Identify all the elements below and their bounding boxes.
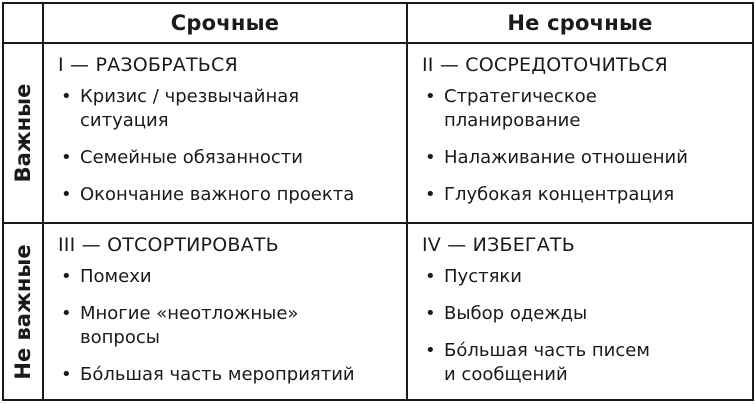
list-item: • Стратегическое планирование: [422, 85, 742, 133]
list-item: • Многие «неотложные» вопросы: [58, 302, 396, 350]
quadrant-4: [407, 223, 753, 400]
list-item: • Бóльшая часть мероприятий: [58, 363, 396, 387]
quadrant-list: [422, 265, 742, 387]
matrix-table: [2, 2, 754, 401]
column-header-urgent: Срочные: [43, 3, 407, 43]
quadrant-3: [43, 223, 407, 400]
quadrant-title: III — ОТСОРТИРОВАТЬ: [58, 234, 279, 256]
row-header-not-important-cell: [3, 223, 43, 400]
list-item: • Помехи: [58, 265, 396, 289]
row-header-important: Важные: [11, 83, 35, 183]
row-header-not-important: Не важные: [11, 243, 35, 380]
list-item: • Окончание важного проекта: [58, 183, 396, 207]
quadrant-title: IV — ИЗБЕГАТЬ: [422, 234, 575, 256]
list-item: • Глубокая концентрация: [422, 183, 742, 207]
quadrant-2: [407, 43, 753, 223]
quadrant-title: I — РАЗОБРАТЬСЯ: [58, 54, 238, 76]
header-row: [3, 3, 753, 43]
list-item: • Выбор одежды: [422, 302, 742, 326]
list-item: • Кризис / чрезвычайная ситуация: [58, 85, 396, 133]
row-important: [3, 43, 753, 223]
list-item: • Пустяки: [422, 265, 742, 289]
quadrant-1: [43, 43, 407, 223]
column-header-not-urgent: Не срочные: [407, 3, 753, 43]
corner-cell: [3, 3, 43, 43]
quadrant-title: II — СОСРЕДОТОЧИТЬСЯ: [422, 54, 668, 76]
list-item: • Семейные обязанности: [58, 146, 396, 170]
row-header-important-cell: [3, 43, 43, 223]
quadrant-list: [422, 85, 742, 207]
row-not-important: [3, 223, 753, 400]
quadrant-list: [58, 265, 396, 387]
list-item: • Налаживание отношений: [422, 146, 742, 170]
list-item: • Бóльшая часть писем и сообщений: [422, 339, 742, 387]
quadrant-list: [58, 85, 396, 207]
